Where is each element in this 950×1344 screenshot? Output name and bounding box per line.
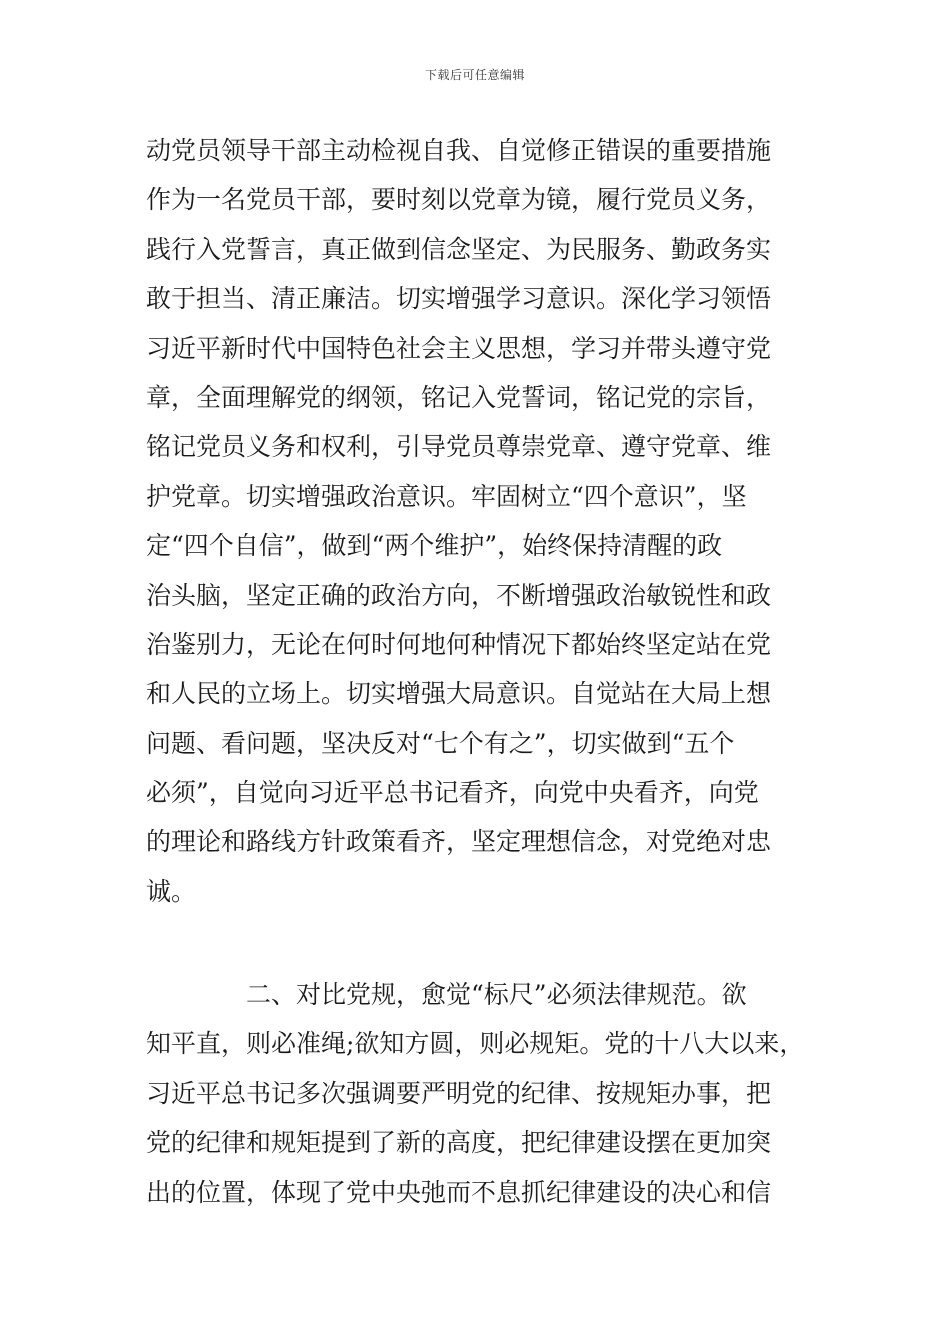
- text-line: 二、对比党规，愈觉“标尺”必须法律规范。欲: [246, 980, 747, 1009]
- text-line: 治鉴别力，无论在何时何地何种情况下都始终坚定站在党: [146, 629, 772, 659]
- text-line: 习近平新时代中国特色社会主义思想，学习并带头遵守党: [146, 333, 772, 363]
- text-line: 章，全面理解党的纲领，铭记入党誓词，铭记党的宗旨，: [146, 382, 772, 412]
- text-line: 作为一名党员干部，要时刻以党章为镜，履行党员义务，: [146, 185, 772, 215]
- text-line: 必须”，自觉向习近平总书记看齐，向党中央看齐，向党: [146, 778, 759, 808]
- paragraph-1: [146, 126, 826, 916]
- text-line: 定“四个自信”，做到“两个维护”，始终保持清醒的政: [146, 531, 723, 561]
- text-line: 敢于担当、清正廉洁。切实增强学习意识。深化学习领悟: [146, 284, 772, 314]
- text-line: 知平直，则必准绳;欲知方圆，则必规矩。党的十八大以来，: [146, 1029, 805, 1059]
- text-line: 动党员领导干部主动检视自我、自觉修正错误的重要措施: [146, 136, 772, 165]
- header-note: 下载后可任意编辑: [424, 68, 525, 82]
- paragraph-2: [146, 970, 826, 1217]
- text-line: 问题、看问题，坚决反对“七个有之”，切实做到“五个: [146, 728, 735, 758]
- text-line: 诚。: [146, 876, 197, 906]
- text-line: 出的位置，体现了党中央弛而不息抓纪律建设的决心和信: [146, 1177, 772, 1207]
- text-line: 习近平总书记多次强调要严明党的纪律、按规矩办事，把: [146, 1078, 772, 1108]
- text-line: 铭记党员义务和权利，引导党员尊崇党章、遵守党章、维: [146, 432, 772, 462]
- text-line: 的理论和路线方针政策看齐，坚定理想信念，对党绝对忠: [146, 827, 772, 857]
- text-line: 和人民的立场上。切实增强大局意识。自觉站在大局上想: [146, 679, 772, 709]
- text-line: 践行入党誓言，真正做到信念坚定、为民服务、勤政务实: [146, 234, 772, 264]
- text-line: 护党章。切实增强政治意识。牢固树立“四个意识”，坚: [146, 481, 747, 511]
- text-line: 治头脑，坚定正确的政治方向，不断增强政治敏锐性和政: [146, 580, 772, 610]
- text-line: 党的纪律和规矩提到了新的高度，把纪律建设摆在更加突: [146, 1128, 772, 1158]
